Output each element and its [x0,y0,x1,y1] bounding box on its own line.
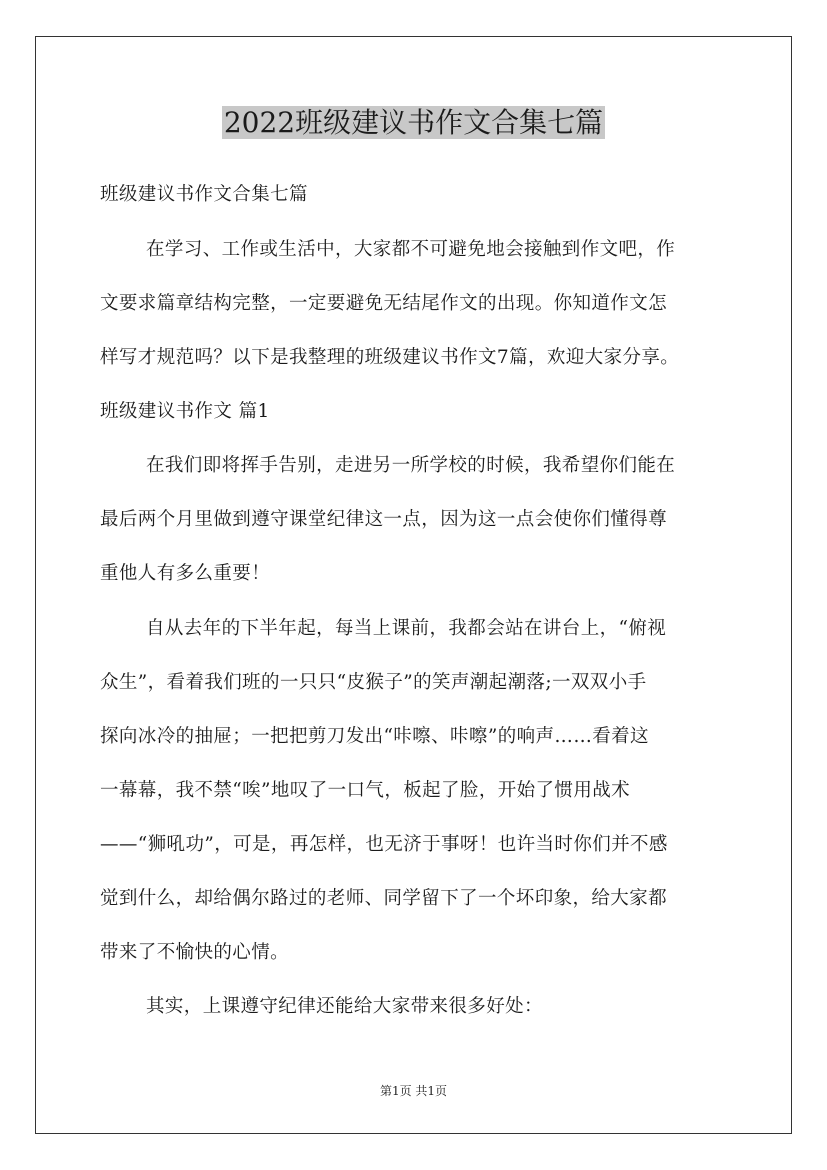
paragraph-line: 在我们即将挥手告别，走进另一所学校的时候，我希望你们能在 [146,455,676,476]
paragraph-line: 众生”，看着我们班的一只只“皮猴子”的笑声潮起潮落;一双双小手 [100,672,647,693]
section-heading: 班级建议书作文 篇1 [100,401,270,422]
paragraph-line: ——“狮吼功”，可是，再怎样，也无济于事呀！也许当时你们并不感 [100,834,668,855]
paragraph-line: 最后两个月里做到遵守课堂纪律这一点，因为这一点会使你们懂得尊 [100,509,668,530]
paragraph-line: 重他人有多么重要！ [100,563,271,584]
subtitle-line: 班级建议书作文合集七篇 [100,184,308,205]
paragraph-line: 一幕幕，我不禁“唉”地叹了一口气，板起了脸，开始了惯用战术 [100,780,631,801]
paragraph-line: 觉到什么，却给偶尔路过的老师、同学留下了一个坏印象，给大家都 [100,888,668,909]
page-number: 第1页 共1页 [379,1084,448,1098]
paragraph-line: 在学习、工作或生活中，大家都不可避免地会接触到作文吧，作 [146,239,676,260]
paragraph-line: 自从去年的下半年起，每当上课前，我都会站在讲台上，“俯视 [146,618,667,639]
paragraph-line: 探向冰冷的抽屉；一把把剪刀发出“咔嚓、咔嚓”的响声……看着这 [100,726,649,747]
document-title-text: 2022班级建议书作文合集七篇 [223,106,604,139]
paragraph-line: 样写才规范吗？以下是我整理的班级建议书作文7篇，欢迎大家分享。 [100,347,680,368]
paragraph-line: 其实，上课遵守纪律还能给大家带来很多好处： [146,996,543,1017]
document-title [0,104,827,142]
paragraph-line: 文要求篇章结构完整，一定要避免无结尾作文的出现。你知道作文怎 [100,293,668,314]
paragraph-line: 带来了不愉快的心情。 [100,942,290,963]
